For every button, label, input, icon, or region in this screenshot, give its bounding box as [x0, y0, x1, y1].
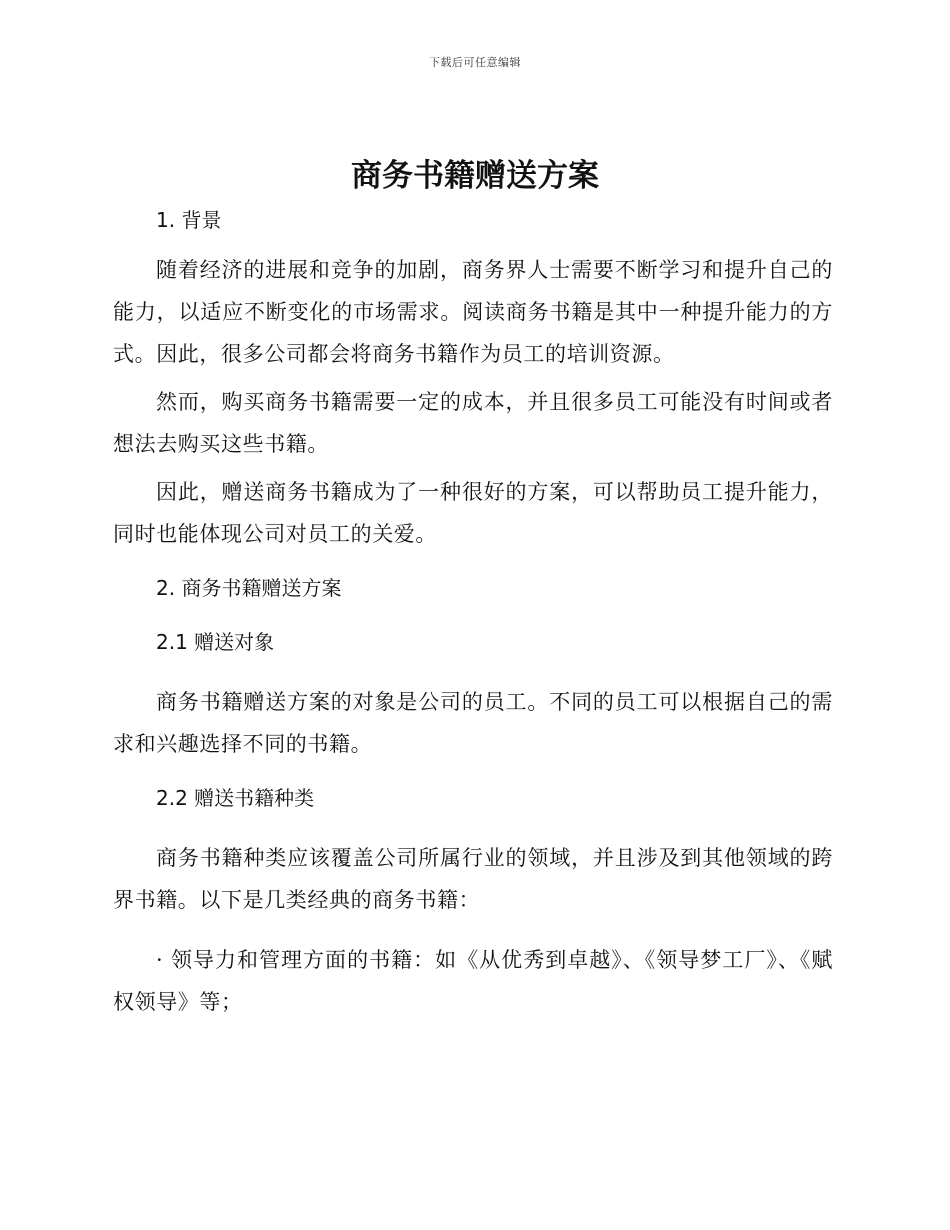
section-heading-background: 1. 背景	[156, 208, 222, 232]
book-category-list-item: · 领导力和管理方面的书籍：如《从优秀到卓越》、《领导梦工厂》、《赋权领导》等；	[113, 948, 833, 1014]
section-heading-plan: 2. 商务书籍赠送方案	[156, 576, 342, 600]
subsection-heading-recipients: 2.1 赠送对象	[156, 630, 275, 654]
background-paragraph-2: 然而，购买商务书籍需要一定的成本，并且很多员工可能没有时间或者想法去购买这些书籍。	[113, 390, 833, 456]
background-paragraph-3: 因此，赠送商务书籍成为了一种很好的方案，可以帮助员工提升能力，同时也能体现公司对员工的关爱。	[113, 480, 833, 546]
page-header-note: 下载后可任意编辑	[429, 56, 521, 69]
background-paragraph-1: 随着经济的进展和竞争的加剧，商务界人士需要不断学习和提升自己的能力，以适应不断变化的市场需求。阅读商务书籍是其中一种提升能力的方式。因此，很多公司都会将商务书籍作为员工的培训资源。	[113, 258, 833, 366]
subsection-heading-categories: 2.2 赠送书籍种类	[156, 786, 315, 810]
document-body	[113, 205, 833, 1029]
categories-paragraph: 商务书籍种类应该覆盖公司所属行业的领域，并且涉及到其他领域的跨界书籍。以下是几类经典的商务书籍：	[113, 846, 833, 912]
document-title: 商务书籍赠送方案	[351, 158, 599, 194]
recipients-paragraph: 商务书籍赠送方案的对象是公司的员工。不同的员工可以根据自己的需求和兴趣选择不同的书籍。	[113, 690, 833, 756]
